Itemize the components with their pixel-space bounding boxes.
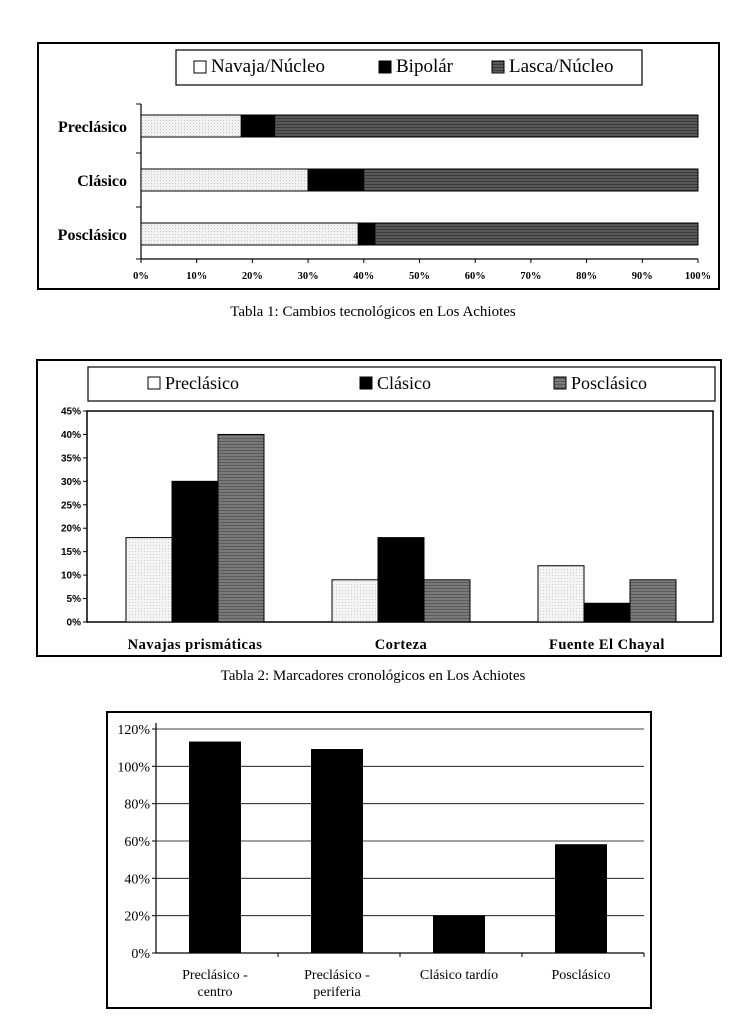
y-tick-label-15: 15% [60, 547, 81, 559]
category-label-navajas-prismaticas: Navajas prismáticas [127, 637, 263, 653]
y-tick-label-25: 25% [60, 500, 81, 512]
legend-label-posclasico: Posclásico [571, 373, 647, 393]
legend-label-lasca-nucleo: Lasca/Núcleo [509, 56, 614, 77]
category-label-preclasico-periferia [304, 968, 370, 1000]
legend-label-clasico: Clásico [377, 373, 431, 393]
bar-navajas-prismaticas-preclasico [126, 538, 172, 622]
x-tick-label-20: 20% [241, 271, 263, 282]
chart-percentages-by-period-plot [108, 713, 654, 1011]
bar-clasico-bipolar [308, 169, 364, 191]
bar-preclasico-periferia [312, 750, 363, 953]
bar-posclasico-navaja-nucleo [141, 223, 358, 245]
chart-chronological-markers [36, 359, 722, 657]
y-tick-label-20: 20% [60, 523, 81, 535]
bar-posclasico-bipolar [358, 223, 375, 245]
bar-corteza-clasico [378, 538, 424, 622]
legend-swatch-navaja-nucleo [194, 61, 206, 73]
y-tick-label-120: 120% [117, 723, 150, 738]
category-label-fuente-el-chayal: Fuente El Chayal [549, 637, 665, 653]
bar-posclasico [556, 845, 607, 953]
category-label-clasico-tardio [420, 968, 498, 983]
category-label-preclasico: Preclásico [57, 119, 127, 136]
chart-percentages-by-period [106, 711, 652, 1009]
legend-swatch-preclasico [148, 377, 160, 389]
bar-navajas-prismaticas-clasico [172, 481, 218, 622]
legend-label-bipolar: Bipolár [396, 56, 453, 77]
legend-swatch-bipolar [379, 61, 391, 73]
category-label-posclasico: Posclásico [57, 227, 127, 244]
category-label-line: periferia [313, 985, 361, 1000]
x-tick-label-0: 0% [133, 271, 149, 282]
y-tick-label-20: 20% [124, 909, 150, 925]
legend-label-preclasico: Preclásico [165, 373, 239, 393]
chart-tech-changes-plot [39, 44, 722, 292]
x-tick-label-40: 40% [353, 271, 375, 282]
category-label-posclasico [551, 968, 610, 983]
chart-tech-changes [37, 42, 720, 290]
bar-fuente-el-chayal-posclasico [630, 580, 676, 622]
category-label-line: Preclásico - [304, 968, 370, 983]
bar-corteza-preclasico [332, 580, 378, 622]
x-tick-label-60: 60% [464, 271, 486, 282]
category-label-line: centro [197, 985, 233, 1000]
bar-fuente-el-chayal-clasico [584, 603, 630, 622]
bar-navajas-prismaticas-posclasico [218, 434, 264, 622]
category-label-line: Posclásico [551, 968, 611, 983]
legend-swatch-posclasico [554, 377, 566, 389]
y-tick-label-40: 40% [124, 872, 150, 888]
caption-table-2: Tabla 2: Marcadores cronológicos en Los Achiotes [220, 668, 526, 684]
y-tick-label-35: 35% [60, 453, 81, 465]
legend-swatch-clasico [360, 377, 372, 389]
y-tick-label-30: 30% [60, 476, 81, 488]
bar-preclasico-lasca-nucleo [275, 115, 698, 137]
category-label-preclasico-centro [182, 968, 248, 1000]
y-tick-label-45: 45% [60, 406, 81, 418]
y-tick-label-80: 80% [124, 797, 150, 813]
bar-posclasico-lasca-nucleo [375, 223, 698, 245]
bar-clasico-navaja-nucleo [141, 169, 308, 191]
x-tick-label-90: 90% [631, 271, 653, 282]
y-tick-label-0: 0% [131, 947, 150, 962]
x-tick-label-30: 30% [297, 271, 319, 282]
category-label-clasico: Clásico [77, 173, 127, 190]
x-tick-label-70: 70% [520, 271, 542, 282]
legend-swatch-lasca-nucleo [492, 61, 504, 73]
bar-fuente-el-chayal-preclasico [538, 566, 584, 622]
caption-table-1: Tabla 1: Cambios tecnológicos en Los Achiotes [230, 304, 516, 320]
y-tick-label-5: 5% [66, 594, 81, 606]
bar-clasico-lasca-nucleo [364, 169, 698, 191]
bar-preclasico-bipolar [241, 115, 274, 137]
category-label-corteza: Corteza [374, 637, 428, 653]
y-tick-label-40: 40% [60, 429, 81, 441]
y-tick-label-100: 100% [117, 760, 150, 776]
x-tick-label-50: 50% [409, 271, 430, 282]
x-tick-label-10: 10% [186, 271, 208, 282]
bar-preclasico-centro [190, 742, 241, 953]
bar-corteza-posclasico [424, 580, 470, 622]
chart-chronological-markers-plot [38, 361, 724, 659]
y-tick-label-0: 0% [66, 617, 81, 629]
bar-clasico-tardio [434, 916, 485, 953]
y-tick-label-60: 60% [124, 835, 150, 850]
y-tick-label-10: 10% [60, 570, 81, 582]
x-tick-label-80: 80% [576, 271, 598, 282]
legend-label-navaja-nucleo: Navaja/Núcleo [211, 56, 325, 77]
bar-preclasico-navaja-nucleo [141, 115, 241, 137]
category-label-line: Clásico tardío [419, 968, 499, 983]
x-tick-label-100: 100% [684, 271, 712, 282]
category-label-line: Preclásico - [182, 968, 248, 983]
